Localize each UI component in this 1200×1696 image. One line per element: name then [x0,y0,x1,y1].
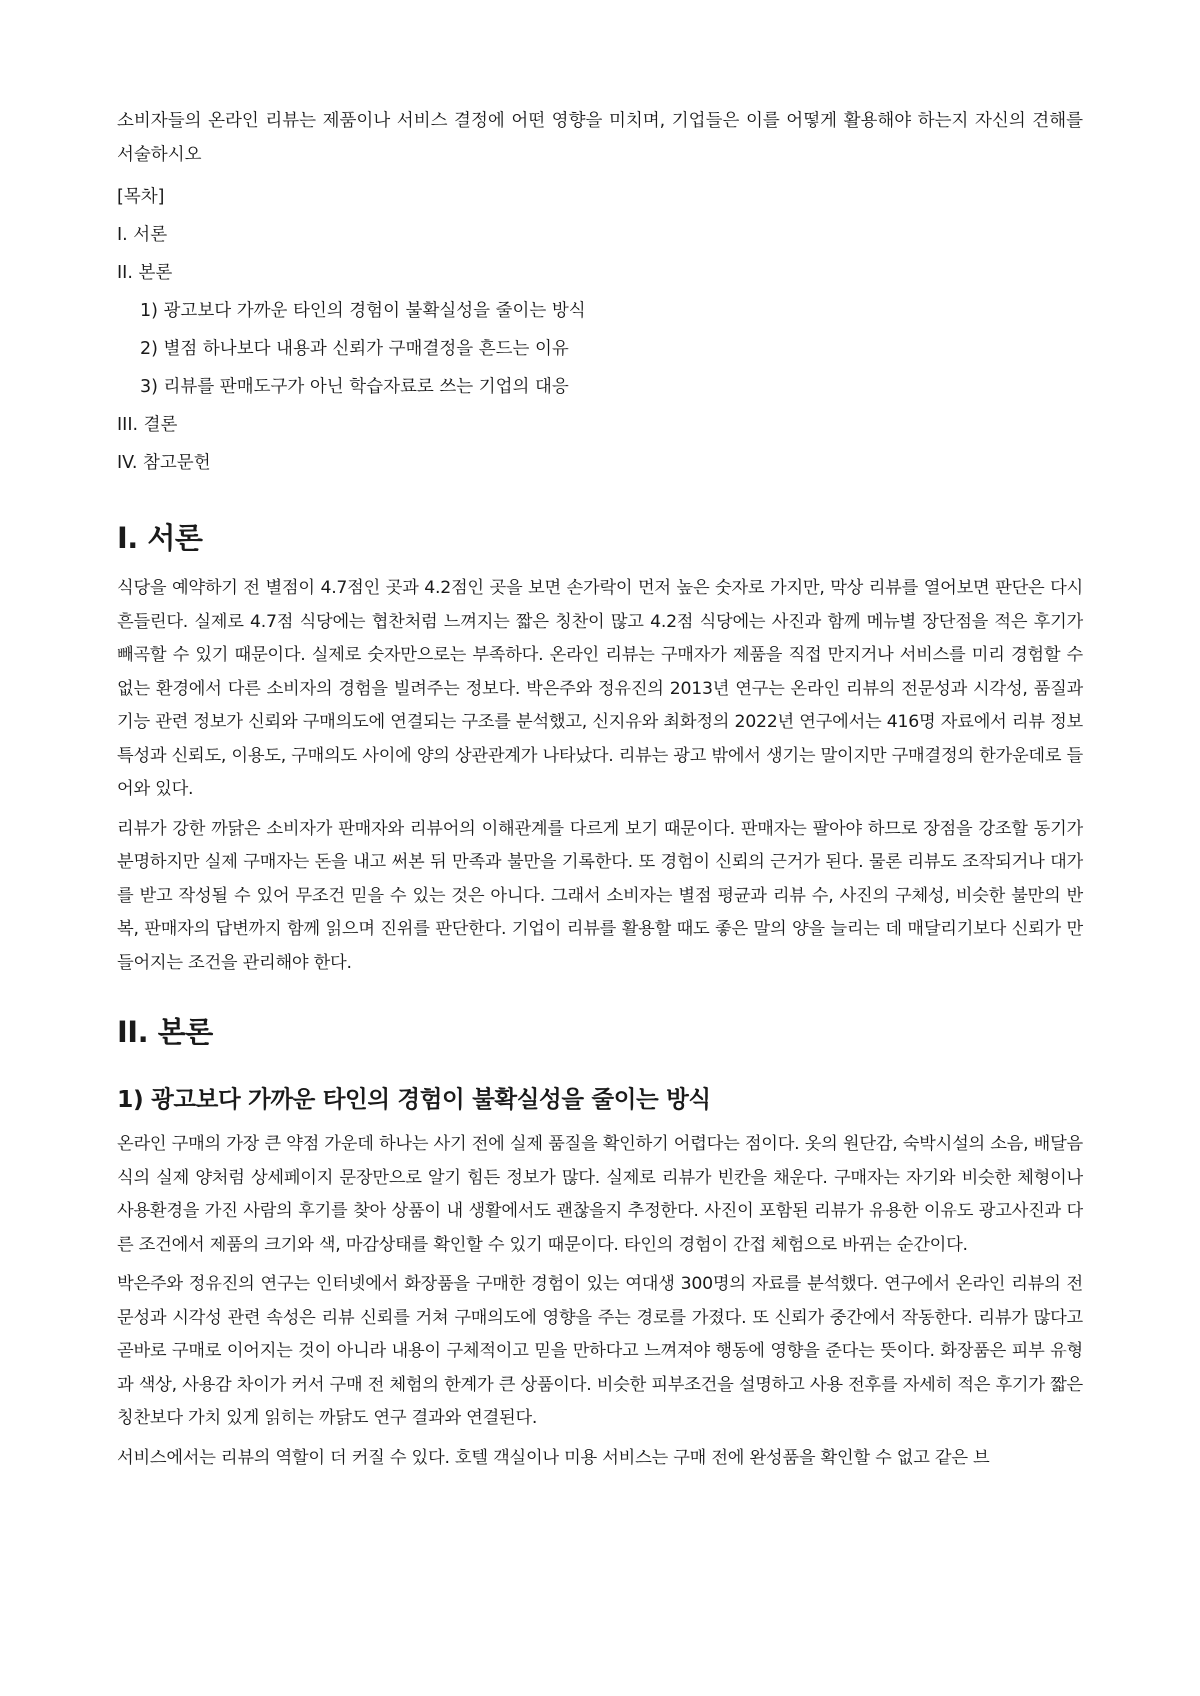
section-heading-introduction: I. 서론 [117,521,203,555]
section-heading-body: II. 본론 [117,1015,213,1049]
toc-item-body-1: 1) 광고보다 가까운 타인의 경험이 불확실성을 줄이는 방식 [140,301,586,321]
toc-item-references: IV. 참고문헌 [117,453,211,473]
toc-item-body-2: 2) 별점 하나보다 내용과 신뢰가 구매결정을 흔드는 이유 [140,339,569,359]
essay-question: 소비자들의 온라인 리뷰는 제품이나 서비스 결정에 어떤 영향을 미치며, 기업들은 이를 어떻게 활용해야 하는지 자신의 견해를 서술하시오 [117,111,1083,165]
toc-item-body: II. 본론 [117,263,173,283]
intro-paragraph-2: 리뷰가 강한 까닭은 소비자가 판매자와 리뷰어의 이해관계를 다르게 보기 때문이다. 판매자는 팔아야 하므로 장점을 강조할 동기가 분명하지만 실제 구매자는 돈을 내고 써본 뒤 만족과 불만을 기록한다. 또 경험이 신뢰의 근거가 된다. 물론 리뷰도 조작되거나 대가를 받고 작성될 수 있어 무조건 믿을 수 있는 것은 아니다. 그래서 소비자는 별점 평균과 리뷰 수, 사진의 구체성, 비슷한 불만의 반복, 판매자의 답변까지 함께 읽으며 진위를 판단한다. 기업이 리뷰를 활용할 때도 좋은 말의 양을 늘리는 데 매달리기보다 신뢰가 만들어지는 조건을 관리해야 한다. [117,818,1083,973]
toc-item-introduction: I. 서론 [117,225,168,245]
body-paragraph-1: 온라인 구매의 가장 큰 약점 가운데 하나는 사기 전에 실제 품질을 확인하기 어렵다는 점이다. 옷의 원단감, 숙박시설의 소음, 배달음식의 실제 양처럼 상세페이지 문장만으로 알기 힘든 정보가 많다. 실제로 리뷰가 빈칸을 채운다. 구매자는 자기와 비슷한 체형이나 사용환경을 가진 사람의 후기를 찾아 상품이 내 생활에서도 괜찮을지 추정한다. 사진이 포함된 리뷰가 유용한 이유도 광고사진과 다른 조건에서 제품의 크기와 색, 마감상태를 확인할 수 있기 때문이다. 타인의 경험이 간접 체험으로 바뀌는 순간이다. [117,1134,1083,1255]
intro-paragraph-1: 식당을 예약하기 전 별점이 4.7점인 곳과 4.2점인 곳을 보면 손가락이 먼저 높은 숫자로 가지만, 막상 리뷰를 열어보면 판단은 다시 흔들린다. 실제로 4.7점 식당에는 협찬처럼 느껴지는 짧은 칭찬이 많고 4.2점 식당에는 사진과 함께 메뉴별 장단점을 적은 후기가 빼곡할 수 있기 때문이다. 실제로 숫자만으로는 부족하다. 온라인 리뷰는 구매자가 제품을 직접 만지거나 서비스를 미리 경험할 수 없는 환경에서 다른 소비자의 경험을 빌려주는 정보다. 박은주와 정유진의 2013년 연구는 온라인 리뷰의 전문성과 시각성, 품질과 기능 관련 정보가 신뢰와 구매의도에 연결되는 구조를 분석했고, 신지유와 최화정의 2022년 연구에서는 416명 자료에서 리뷰 정보 특성과 신뢰도, 이용도, 구매의도 사이에 양의 상관관계가 나타났다. 리뷰는 광고 밖에서 생기는 말이지만 구매결정의 한가운데로 들어와 있다. [117,578,1083,799]
body-paragraph-3: 서비스에서는 리뷰의 역할이 더 커질 수 있다. 호텔 객실이나 미용 서비스는 구매 전에 완성품을 확인할 수 없고 같은 브 [117,1447,990,1468]
body-paragraph-2: 박은주와 정유진의 연구는 인터넷에서 화장품을 구매한 경험이 있는 여대생 300명의 자료를 분석했다. 연구에서 온라인 리뷰의 전문성과 시각성 관련 속성은 리뷰 신뢰를 거쳐 구매의도에 영향을 주는 경로를 가졌다. 또 신뢰가 중간에서 작동한다. 리뷰가 많다고 곧바로 구매로 이어지는 것이 아니라 내용이 구체적이고 믿을 만하다고 느껴져야 행동에 영향을 준다는 뜻이다. 화장품은 피부 유형과 색상, 사용감 차이가 커서 구매 전 체험의 한계가 큰 상품이다. 비슷한 피부조건을 설명하고 사용 전후를 자세히 적은 후기가 짧은 칭찬보다 가치 있게 읽히는 까닭도 연구 결과와 연결된다. [117,1274,1083,1428]
table-of-contents [117,178,1083,482]
document-page [117,104,1083,1481]
toc-item-conclusion: III. 결론 [117,415,178,435]
toc-item-body-3: 3) 리뷰를 판매도구가 아닌 학습자료로 쓰는 기업의 대응 [140,377,569,397]
subsection-heading-1: 1) 광고보다 가까운 타인의 경험이 불확실성을 줄이는 방식 [117,1085,711,1113]
toc-heading: [목차] [117,187,165,207]
